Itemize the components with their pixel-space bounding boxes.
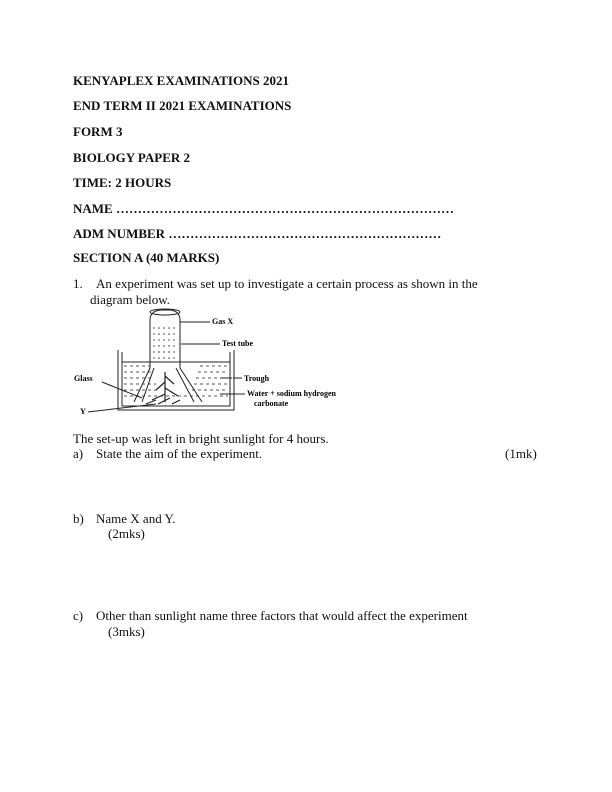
part-c-label: c) [73,608,84,623]
label-glass: Glass [74,374,93,383]
adm-number-field: ADM NUMBER ……………………………………………………… [73,226,442,241]
setup-note: The set-up was left in bright sunlight for 4 hours. [73,431,329,446]
trough-outline [118,350,234,410]
exam-subject: BIOLOGY PAPER 2 [73,150,191,165]
exam-body-title: KENYAPLEX EXAMINATIONS 2021 [73,73,289,88]
exam-form: FORM 3 [73,124,123,139]
label-water-line2: carbonate [254,399,289,408]
part-c-marks: (3mks) [108,624,145,639]
part-b-marks: (2mks) [108,526,145,541]
exam-term-title: END TERM II 2021 EXAMINATIONS [73,98,292,113]
part-c-text: Other than sunlight name three factors that would affect the experiment [96,608,468,623]
part-b-text: Name X and Y. [96,511,176,526]
label-y: Y [80,407,86,416]
question-stem-line1: An experiment was set up to investigate a certain process as shown in the [96,276,478,291]
part-b-label: b) [73,511,84,526]
question-number: 1. [73,276,83,291]
label-gas-x: Gas X [212,317,234,326]
test-tube [150,310,180,368]
part-a-label: a) [73,446,84,461]
exam-time: TIME: 2 HOURS [73,175,172,190]
name-field: NAME …………………………………………………………………… [73,201,454,216]
section-heading: SECTION A (40 MARKS) [73,250,220,265]
trough-water [124,366,228,396]
part-a-marks: (1mk) [505,446,537,461]
label-test-tube: Test tube [222,339,254,348]
question-stem-line2: diagram below. [90,292,171,307]
label-water-line1: Water + sodium hydrogen [247,389,336,398]
label-trough: Trough [244,374,270,383]
experiment-diagram [70,306,340,418]
part-a-text: State the aim of the experiment. [96,446,263,461]
